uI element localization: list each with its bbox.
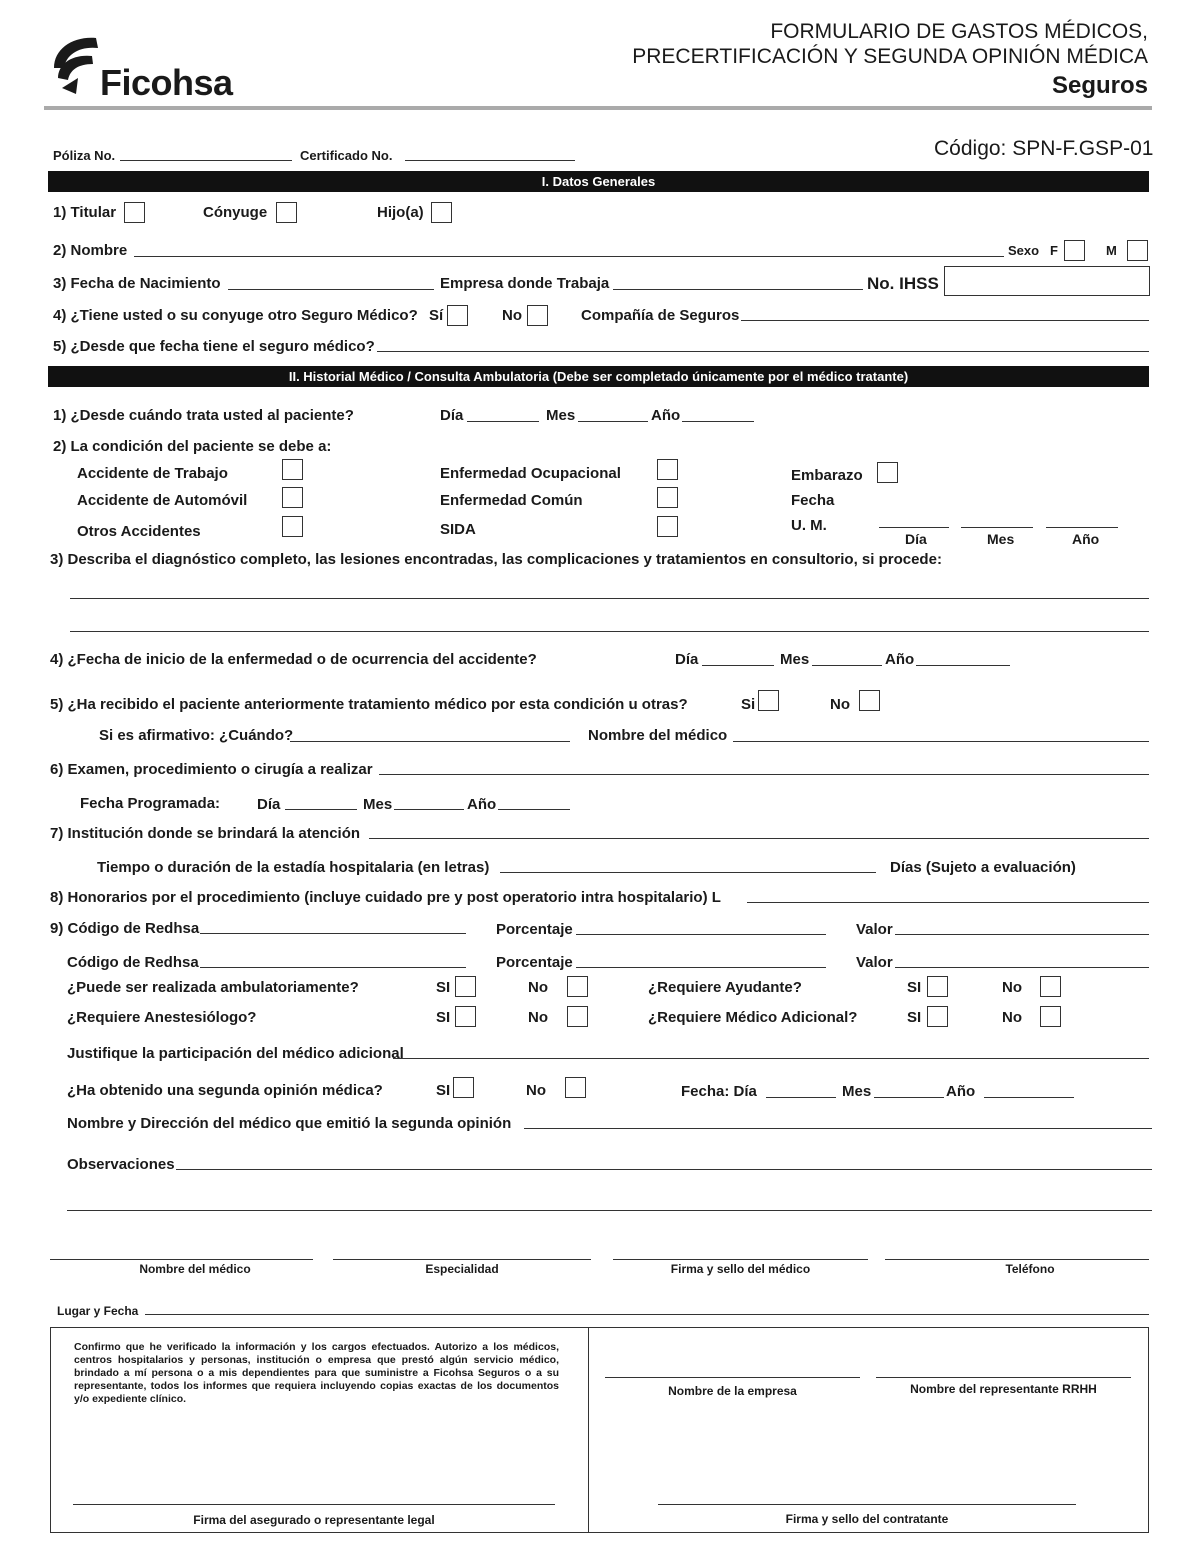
- acc-trabajo-label: Accidente de Trabajo: [77, 465, 228, 482]
- fecha-programada-mes-label: Mes: [363, 796, 393, 813]
- telefono-caption: Teléfono: [1005, 1262, 1055, 1276]
- nombre-label: 2) Nombre: [53, 242, 128, 259]
- embarazo-checkbox[interactable]: [877, 462, 898, 483]
- ambulatorio-no-checkbox[interactable]: [567, 976, 588, 997]
- ficohsa-logo-icon: [48, 34, 104, 96]
- form-title-line1: FORMULARIO DE GASTOS MÉDICOS,: [770, 20, 1148, 43]
- valor-2-label: Valor: [856, 954, 893, 971]
- sexo-m-checkbox[interactable]: [1127, 240, 1148, 261]
- desde-trata-dia-input[interactable]: [467, 421, 539, 422]
- acc-auto-label: Accidente de Automóvil: [77, 492, 248, 509]
- firma-asegurado-line[interactable]: [73, 1504, 555, 1505]
- desde-trata-mes-input[interactable]: [578, 421, 648, 422]
- valor-2-input[interactable]: [895, 967, 1149, 968]
- fecha-inicio-dia-label: Día: [675, 651, 699, 668]
- hijo-label: Hijo(a): [377, 204, 424, 221]
- compania-label: Compañía de Seguros: [581, 307, 740, 324]
- honorarios-label: 8) Honorarios por el procedimiento (incluye cuidado pre y post operatorio intra hospitalario) L: [50, 889, 721, 906]
- diagnostico-label: 3) Describa el diagnóstico completo, las lesiones encontradas, las complicaciones y tratamientos en consultorio, si procede:: [50, 551, 942, 568]
- valor-1-label: Valor: [856, 921, 893, 938]
- ihss-label: No. IHSS: [867, 274, 939, 293]
- nombre-rrhh-line[interactable]: [876, 1377, 1131, 1378]
- otros-acc-checkbox[interactable]: [282, 516, 303, 537]
- fecha-programada-anio-input[interactable]: [498, 809, 570, 810]
- tratamiento-previo-no-label: No: [830, 696, 850, 713]
- fecha-programada-mes-input[interactable]: [394, 809, 464, 810]
- fecha-inicio-label: 4) ¿Fecha de inicio de la enfermedad o de ocurrencia del accidente?: [50, 651, 537, 668]
- segunda-opinion-si-checkbox[interactable]: [453, 1077, 474, 1098]
- desde-seguro-label: 5) ¿Desde que fecha tiene el seguro médico?: [53, 338, 375, 355]
- dias-evaluacion-label: Días (Sujeto a evaluación): [890, 859, 1076, 876]
- diagnostico-line-2[interactable]: [70, 631, 1149, 632]
- medico-adicional-label: ¿Requiere Médico Adicional?: [648, 1009, 858, 1026]
- sida-checkbox[interactable]: [657, 516, 678, 537]
- firma-contratante-line[interactable]: [658, 1504, 1076, 1505]
- fecha-inicio-mes-label: Mes: [780, 651, 810, 668]
- firma-medico-caption: Firma y sello del médico: [670, 1262, 811, 1276]
- titular-checkbox[interactable]: [124, 202, 145, 223]
- nombre-input[interactable]: [134, 256, 1004, 257]
- otro-seguro-no-checkbox[interactable]: [527, 305, 548, 326]
- observaciones-line-1[interactable]: [176, 1169, 1152, 1170]
- desde-trata-dia-label: Día: [440, 407, 464, 424]
- tiempo-estadia-label: Tiempo o duración de la estadía hospitalaria (en letras): [97, 859, 490, 876]
- um-anio-input[interactable]: [1046, 527, 1118, 528]
- sexo-m-label: M: [1106, 243, 1117, 258]
- segunda-opinion-label: ¿Ha obtenido una segunda opinión médica?: [67, 1082, 383, 1099]
- observaciones-line-2[interactable]: [67, 1210, 1152, 1211]
- desde-trata-anio-input[interactable]: [682, 421, 754, 422]
- um-anio-caption: Año: [1072, 531, 1100, 547]
- um-mes-caption: Mes: [987, 531, 1015, 547]
- otros-acc-label: Otros Accidentes: [77, 523, 201, 540]
- segunda-opinion-si-label: SI: [436, 1082, 451, 1099]
- firma-contratante-caption: Firma y sello del contratante: [785, 1512, 949, 1526]
- anestesiologo-si-checkbox[interactable]: [455, 1006, 476, 1027]
- acc-auto-checkbox[interactable]: [282, 487, 303, 508]
- nombre-medico-caption: Nombre del médico: [139, 1262, 251, 1276]
- anestesiologo-si-label: SI: [436, 1009, 451, 1026]
- medico-adicional-no-label: No: [1002, 1009, 1022, 1026]
- fecha-um-label: Fecha: [791, 492, 835, 509]
- form-code: Código: SPN-F.GSP-01: [934, 137, 1154, 160]
- otro-seguro-si-checkbox[interactable]: [447, 305, 468, 326]
- especialidad-sign-line[interactable]: [333, 1259, 591, 1260]
- desde-seguro-input[interactable]: [377, 351, 1149, 352]
- hijo-checkbox[interactable]: [431, 202, 452, 223]
- firma-medico-sign-line[interactable]: [613, 1259, 868, 1260]
- titular-label: 1) Titular: [53, 204, 117, 221]
- cuando-label: Si es afirmativo: ¿Cuándo?: [99, 727, 294, 744]
- nombre-medico-sign-line[interactable]: [50, 1259, 313, 1260]
- otro-seguro-si-label: Sí: [429, 307, 444, 324]
- valor-1-input[interactable]: [895, 934, 1149, 935]
- especialidad-caption: Especialidad: [425, 1262, 499, 1276]
- consent-box-divider: [588, 1328, 589, 1532]
- ayudante-no-label: No: [1002, 979, 1022, 996]
- certificate-label: Certificado No.: [300, 148, 393, 163]
- anestesiologo-no-label: No: [528, 1009, 548, 1026]
- nombre-medico-previo-input[interactable]: [733, 741, 1149, 742]
- porcentaje-1-label: Porcentaje: [496, 921, 573, 938]
- otro-seguro-label: 4) ¿Tiene usted o su conyuge otro Seguro Médico?: [53, 307, 418, 324]
- ambulatorio-label: ¿Puede ser realizada ambulatoriamente?: [67, 979, 359, 996]
- um-dia-input[interactable]: [879, 527, 949, 528]
- condicion-label: 2) La condición del paciente se debe a:: [53, 438, 332, 455]
- nombre-empresa-caption: Nombre de la empresa: [668, 1384, 797, 1398]
- tratamiento-previo-no-checkbox[interactable]: [859, 690, 880, 711]
- fecha-programada-dia-input[interactable]: [285, 809, 357, 810]
- policy-input[interactable]: [120, 160, 292, 161]
- embarazo-label: Embarazo: [791, 467, 863, 484]
- examen-input[interactable]: [379, 774, 1149, 775]
- desde-trata-label: 1) ¿Desde cuándo trata usted al paciente?: [53, 407, 354, 424]
- telefono-sign-line[interactable]: [885, 1259, 1149, 1260]
- justifique-input[interactable]: [393, 1058, 1149, 1059]
- conyuge-label: Cónyuge: [203, 204, 268, 221]
- examen-label: 6) Examen, procedimiento o cirugía a realizar: [50, 761, 373, 778]
- segunda-opinion-fecha-dia-label: Fecha: Día: [681, 1083, 757, 1100]
- certificate-input[interactable]: [405, 160, 575, 161]
- ayudante-label: ¿Requiere Ayudante?: [648, 979, 802, 996]
- fecha-nacimiento-label: 3) Fecha de Nacimiento: [53, 275, 221, 292]
- codigo-redhsa-2-label: Código de Redhsa: [67, 954, 199, 971]
- fecha-inicio-dia-input[interactable]: [702, 665, 774, 666]
- empresa-input[interactable]: [613, 289, 863, 290]
- diagnostico-line-1[interactable]: [70, 598, 1149, 599]
- form-title-line3: Seguros: [1051, 72, 1148, 99]
- justifique-label: Justifique la participación del médico adicional: [67, 1045, 404, 1062]
- ayudante-si-checkbox[interactable]: [927, 976, 948, 997]
- cuando-input[interactable]: [290, 741, 570, 742]
- enf-ocup-label: Enfermedad Ocupacional: [440, 465, 621, 482]
- fecha-programada-dia-label: Día: [257, 796, 281, 813]
- medico-adicional-si-label: SI: [907, 1009, 922, 1026]
- ihss-input[interactable]: [944, 266, 1150, 296]
- otro-seguro-no-label: No: [502, 307, 522, 324]
- codigo-redhsa-1-label: 9) Código de Redhsa: [50, 920, 200, 937]
- nombre-direccion-input[interactable]: [524, 1128, 1152, 1129]
- ambulatorio-si-checkbox[interactable]: [455, 976, 476, 997]
- sexo-f-checkbox[interactable]: [1064, 240, 1085, 261]
- medico-adicional-no-checkbox[interactable]: [1040, 1006, 1061, 1027]
- segunda-opinion-dia-input[interactable]: [766, 1097, 836, 1098]
- desde-trata-anio-label: Año: [651, 407, 681, 424]
- conyuge-checkbox[interactable]: [276, 202, 297, 223]
- tratamiento-previo-si-label: Si: [741, 696, 756, 713]
- fecha-inicio-mes-input[interactable]: [812, 665, 882, 666]
- porcentaje-2-label: Porcentaje: [496, 954, 573, 971]
- empresa-label: Empresa donde Trabaja: [440, 275, 610, 292]
- fecha-programada-label: Fecha Programada:: [80, 795, 221, 812]
- um-mes-input[interactable]: [961, 527, 1033, 528]
- nombre-empresa-line[interactable]: [605, 1377, 860, 1378]
- porcentaje-1-input[interactable]: [576, 934, 826, 935]
- ayudante-no-checkbox[interactable]: [1040, 976, 1061, 997]
- brand-logo: [48, 34, 248, 104]
- segunda-opinion-anio-input[interactable]: [984, 1097, 1074, 1098]
- anestesiologo-no-checkbox[interactable]: [567, 1006, 588, 1027]
- fecha-nacimiento-input[interactable]: [228, 289, 434, 290]
- header-rule: [44, 106, 1152, 110]
- institucion-label: 7) Institución donde se brindará la atención: [50, 825, 361, 842]
- nombre-direccion-label: Nombre y Dirección del médico que emitió la segunda opinión: [67, 1115, 512, 1132]
- enf-comun-checkbox[interactable]: [657, 487, 678, 508]
- um-dia-caption: Día: [905, 531, 927, 547]
- consent-text: Confirmo que he verificado la información y los cargos efectuados. Autorizo a los médicos, centros hospitalarios y personas, institución o empresa que prestó algún servicio médico, brindado a mí persona o a mis dependientes para que suministre a Ficohsa Seguros o a su representante, todos los informes que requiera incluyendo copias exactas de los documentos y/o expediente clínico.: [74, 1341, 559, 1405]
- form-title-line2: PRECERTIFICACIÓN Y SEGUNDA OPINIÓN MÉDICA: [632, 45, 1148, 68]
- anestesiologo-label: ¿Requiere Anestesiólogo?: [67, 1009, 257, 1026]
- observaciones-label: Observaciones: [67, 1156, 175, 1173]
- segunda-opinion-mes-input[interactable]: [874, 1097, 944, 1098]
- ambulatorio-si-label: SI: [436, 979, 451, 996]
- acc-trabajo-checkbox[interactable]: [282, 459, 303, 480]
- desde-trata-mes-label: Mes: [546, 407, 576, 424]
- sexo-f-label: F: [1050, 243, 1058, 258]
- fecha-inicio-anio-label: Año: [885, 651, 915, 668]
- institucion-input[interactable]: [369, 838, 1149, 839]
- lugar-fecha-label: Lugar y Fecha: [57, 1304, 139, 1318]
- segunda-opinion-anio-label: Año: [946, 1083, 976, 1100]
- tratamiento-previo-si-checkbox[interactable]: [758, 690, 779, 711]
- segunda-opinion-no-checkbox[interactable]: [565, 1077, 586, 1098]
- tiempo-estadia-input[interactable]: [500, 872, 876, 873]
- lugar-fecha-input[interactable]: [145, 1314, 1149, 1315]
- firma-asegurado-caption: Firma del asegurado o representante legal: [193, 1513, 435, 1527]
- codigo-redhsa-1-input[interactable]: [200, 933, 466, 934]
- sexo-label: Sexo: [1008, 243, 1040, 258]
- porcentaje-2-input[interactable]: [576, 967, 826, 968]
- um-label: U. M.: [791, 517, 827, 534]
- nombre-rrhh-caption: Nombre del representante RRHH: [910, 1382, 1097, 1396]
- policy-label: Póliza No.: [53, 148, 116, 163]
- medico-adicional-si-checkbox[interactable]: [927, 1006, 948, 1027]
- section-1-header: I. Datos Generales: [48, 171, 1149, 192]
- fecha-inicio-anio-input[interactable]: [916, 665, 1010, 666]
- ambulatorio-no-label: No: [528, 979, 548, 996]
- brand-name: Ficohsa: [100, 62, 233, 103]
- section-2-header: II. Historial Médico / Consulta Ambulatoria (Debe ser completado únicamente por el médico tratante): [48, 366, 1149, 387]
- enf-ocup-checkbox[interactable]: [657, 459, 678, 480]
- codigo-redhsa-2-input[interactable]: [200, 967, 466, 968]
- fecha-programada-anio-label: Año: [467, 796, 497, 813]
- segunda-opinion-mes-label: Mes: [842, 1083, 872, 1100]
- enf-comun-label: Enfermedad Común: [440, 492, 583, 509]
- segunda-opinion-no-label: No: [526, 1082, 546, 1099]
- tratamiento-previo-label: 5) ¿Ha recibido el paciente anteriormente tratamiento médico por esta condición u otras?: [50, 696, 688, 713]
- ayudante-si-label: SI: [907, 979, 922, 996]
- nombre-medico-previo-label: Nombre del médico: [588, 727, 728, 744]
- honorarios-input[interactable]: [747, 902, 1149, 903]
- compania-input[interactable]: [741, 320, 1149, 321]
- sida-label: SIDA: [440, 521, 476, 538]
